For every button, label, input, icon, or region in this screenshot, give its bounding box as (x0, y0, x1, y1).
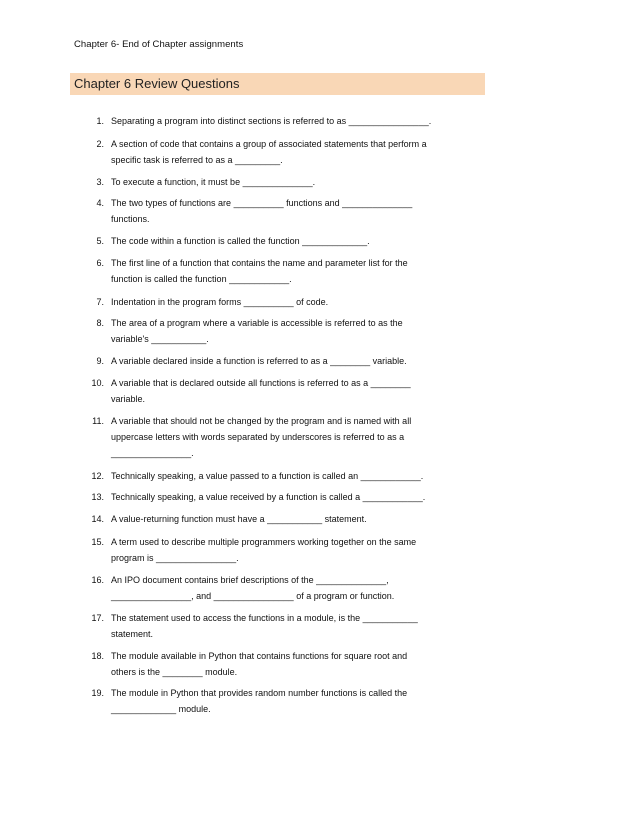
question-number: 15. (91, 537, 104, 547)
question-text: A term used to describe multiple programmers working together on the same program is ________________. (111, 537, 417, 563)
question-number: 11. (92, 416, 104, 426)
question-text: To execute a function, it must be ______________. (111, 177, 316, 187)
question-text: A variable declared inside a function is referred to as a ________ variable. (111, 356, 407, 366)
question-text: Indentation in the program forms __________ of code. (111, 297, 329, 307)
question-text: The code within a function is called the function _____________. (111, 236, 370, 246)
question-number: 19. (91, 688, 104, 698)
question-text: The module in Python that provides random number functions is called the _____________ module. (111, 688, 408, 714)
question-text: A variable that is declared outside all functions is referred to as a ________ variable. (111, 378, 411, 404)
question-text: Separating a program into distinct sections is referred to as ________________. (111, 116, 432, 126)
question-text: The two types of functions are __________ functions and ______________ functions. (111, 198, 413, 224)
question-number: 9. (96, 356, 104, 366)
question-number: 17. (91, 613, 104, 623)
question-text: The statement used to access the functions in a module, is the ___________ statement. (111, 613, 418, 639)
question-number: 14. (91, 514, 104, 524)
question-text: A section of code that contains a group of associated statements that perform a specific task is referred to as a _________. (111, 139, 427, 165)
question-number: 13. (91, 492, 104, 502)
question-text: The area of a program where a variable is accessible is referred to as the variable's ___________. (111, 318, 403, 344)
question-text: The module available in Python that contains functions for square root and others is the ________ module. (111, 651, 408, 677)
question-number: 16. (91, 575, 104, 585)
question-number: 1. (96, 116, 104, 126)
section-title: Chapter 6 Review Questions (74, 76, 240, 91)
question-number: 5. (96, 236, 104, 246)
question-number: 10. (91, 378, 104, 388)
question-text: The first line of a function that contains the name and parameter list for the function is called the function ____________. (111, 258, 408, 284)
question-number: 18. (91, 651, 104, 661)
page-header: Chapter 6- End of Chapter assignments (74, 39, 244, 50)
question-number: 8. (96, 318, 104, 328)
question-text: Technically speaking, a value passed to a function is called an ____________. (111, 471, 424, 481)
question-text: A value-returning function must have a ___________ statement. (111, 514, 367, 524)
question-text: Technically speaking, a value received by a function is called a ____________. (111, 492, 426, 502)
question-number: 12. (91, 471, 104, 481)
question-number: 7. (96, 297, 104, 307)
question-number: 3. (96, 177, 104, 187)
question-number: 4. (96, 198, 104, 208)
question-text: A variable that should not be changed by the program and is named with all uppercase letters with words separated by underscores is referred to as a ________________. (111, 416, 412, 458)
question-text: An IPO document contains brief descriptions of the ______________, ________________, and ________________ of a program or function. (111, 575, 395, 601)
question-number: 2. (96, 139, 104, 149)
question-number: 6. (96, 258, 104, 268)
